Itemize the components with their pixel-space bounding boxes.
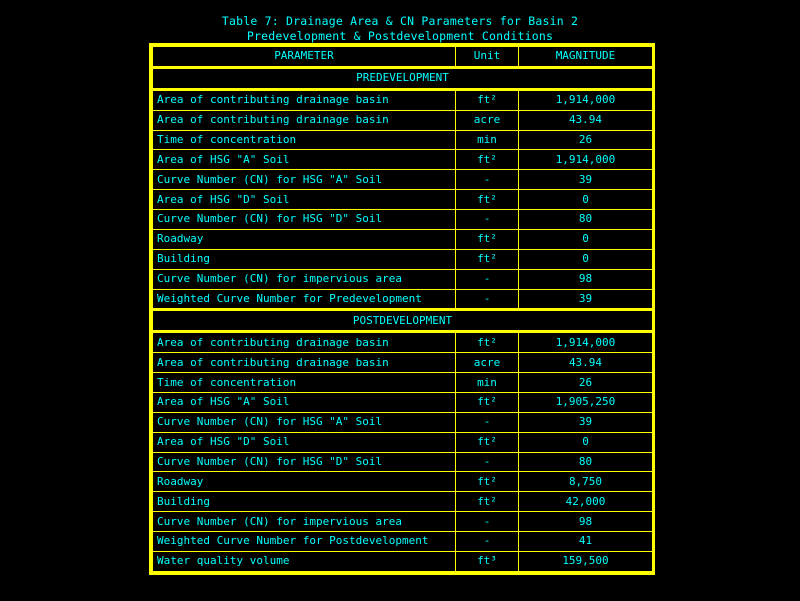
- header-unit: Unit: [456, 47, 519, 68]
- magnitude-cell: 1,914,000: [519, 332, 653, 353]
- param-cell: Area of HSG "D" Soil: [153, 432, 456, 452]
- unit-cell: ft²: [456, 332, 519, 353]
- param-cell: Area of contributing drainage basin: [153, 353, 456, 373]
- magnitude-cell: 43.94: [519, 353, 653, 373]
- magnitude-cell: 0: [519, 432, 653, 452]
- table-row: [153, 190, 653, 210]
- table-row: [153, 452, 653, 472]
- param-cell: Roadway: [153, 229, 456, 249]
- table-row: [153, 89, 653, 110]
- unit-cell: -: [456, 532, 519, 552]
- parameters-table-frame: [149, 43, 655, 575]
- unit-cell: ft²: [456, 392, 519, 412]
- param-cell: Curve Number (CN) for impervious area: [153, 512, 456, 532]
- param-cell: Area of HSG "A" Soil: [153, 150, 456, 170]
- table-row: [153, 392, 653, 412]
- unit-cell: ft²: [456, 492, 519, 512]
- table-subtitle: Predevelopment & Postdevelopment Conditions: [246, 29, 554, 43]
- magnitude-cell: 39: [519, 170, 653, 190]
- unit-cell: acre: [456, 353, 519, 373]
- table-row: [153, 492, 653, 512]
- param-cell: Building: [153, 492, 456, 512]
- section-label: POSTDEVELOPMENT: [153, 310, 653, 332]
- unit-cell: ft³: [456, 551, 519, 571]
- unit-cell: -: [456, 210, 519, 230]
- magnitude-cell: 1,914,000: [519, 89, 653, 110]
- unit-cell: ft²: [456, 472, 519, 492]
- unit-cell: acre: [456, 110, 519, 130]
- param-cell: Time of concentration: [153, 130, 456, 150]
- unit-cell: ft²: [456, 89, 519, 110]
- magnitude-cell: 26: [519, 373, 653, 393]
- table-row: [153, 353, 653, 373]
- section-label: PREDEVELOPMENT: [153, 67, 653, 89]
- table-row: [153, 110, 653, 130]
- param-cell: Curve Number (CN) for HSG "A" Soil: [153, 412, 456, 432]
- table-row: [153, 412, 653, 432]
- unit-cell: -: [456, 412, 519, 432]
- param-cell: Water quality volume: [153, 551, 456, 571]
- magnitude-cell: 26: [519, 130, 653, 150]
- magnitude-cell: 43.94: [519, 110, 653, 130]
- param-cell: Curve Number (CN) for HSG "D" Soil: [153, 452, 456, 472]
- magnitude-cell: 80: [519, 210, 653, 230]
- header-parameter: PARAMETER: [153, 47, 456, 68]
- unit-cell: min: [456, 130, 519, 150]
- unit-cell: -: [456, 170, 519, 190]
- param-cell: Area of HSG "A" Soil: [153, 392, 456, 412]
- table-row: [153, 150, 653, 170]
- magnitude-cell: 159,500: [519, 551, 653, 571]
- unit-cell: -: [456, 289, 519, 310]
- table-row: [153, 210, 653, 230]
- table-row: [153, 229, 653, 249]
- table-header-row: [153, 47, 653, 68]
- unit-cell: -: [456, 512, 519, 532]
- table-row: [153, 332, 653, 353]
- magnitude-cell: 39: [519, 412, 653, 432]
- unit-cell: -: [456, 452, 519, 472]
- param-cell: Area of contributing drainage basin: [153, 89, 456, 110]
- param-cell: Curve Number (CN) for impervious area: [153, 269, 456, 289]
- unit-cell: -: [456, 269, 519, 289]
- table-row: [153, 532, 653, 552]
- section-postdevelopment: [153, 310, 653, 332]
- magnitude-cell: 1,905,250: [519, 392, 653, 412]
- unit-cell: ft²: [456, 249, 519, 269]
- param-cell: Area of HSG "D" Soil: [153, 190, 456, 210]
- table-title: Table 7: Drainage Area & CN Parameters for Basin 2: [221, 14, 579, 28]
- magnitude-cell: 0: [519, 190, 653, 210]
- param-cell: Curve Number (CN) for HSG "A" Soil: [153, 170, 456, 190]
- header-magnitude: MAGNITUDE: [519, 47, 653, 68]
- table-row: [153, 512, 653, 532]
- table-row: [153, 472, 653, 492]
- magnitude-cell: 98: [519, 512, 653, 532]
- magnitude-cell: 39: [519, 289, 653, 310]
- magnitude-cell: 98: [519, 269, 653, 289]
- param-cell: Time of concentration: [153, 373, 456, 393]
- magnitude-cell: 80: [519, 452, 653, 472]
- magnitude-cell: 0: [519, 249, 653, 269]
- unit-cell: ft²: [456, 229, 519, 249]
- magnitude-cell: 1,914,000: [519, 150, 653, 170]
- magnitude-cell: 42,000: [519, 492, 653, 512]
- table-row: [153, 269, 653, 289]
- param-cell: Weighted Curve Number for Predevelopment: [153, 289, 456, 310]
- section-predevelopment: [153, 67, 653, 89]
- parameters-table: [152, 46, 653, 572]
- table-body: [153, 47, 653, 572]
- param-cell: Building: [153, 249, 456, 269]
- param-cell: Weighted Curve Number for Postdevelopment: [153, 532, 456, 552]
- param-cell: Area of contributing drainage basin: [153, 110, 456, 130]
- param-cell: Curve Number (CN) for HSG "D" Soil: [153, 210, 456, 230]
- table-row: [153, 289, 653, 310]
- table-row: [153, 249, 653, 269]
- unit-cell: ft²: [456, 190, 519, 210]
- table-row: [153, 170, 653, 190]
- table-row: [153, 432, 653, 452]
- magnitude-cell: 8,750: [519, 472, 653, 492]
- magnitude-cell: 0: [519, 229, 653, 249]
- param-cell: Roadway: [153, 472, 456, 492]
- magnitude-cell: 41: [519, 532, 653, 552]
- table-row: [153, 373, 653, 393]
- unit-cell: ft²: [456, 150, 519, 170]
- param-cell: Area of contributing drainage basin: [153, 332, 456, 353]
- table-row: [153, 130, 653, 150]
- table-row: [153, 551, 653, 571]
- unit-cell: ft²: [456, 432, 519, 452]
- unit-cell: min: [456, 373, 519, 393]
